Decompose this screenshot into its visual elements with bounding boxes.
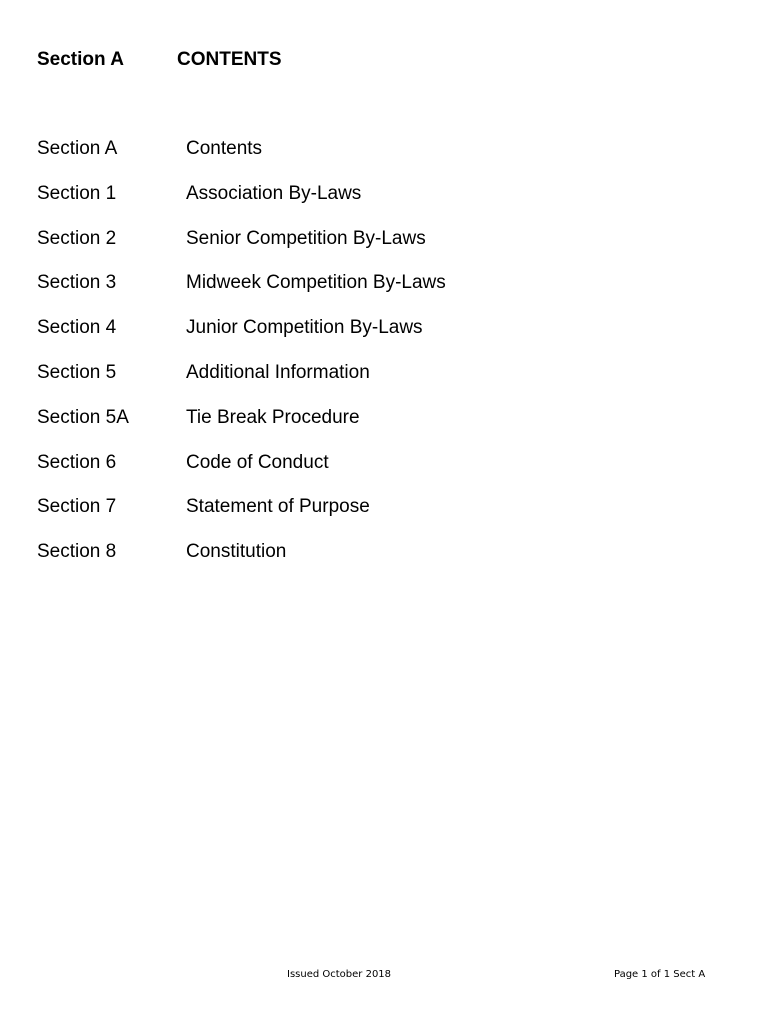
toc-section-number: Section 7 xyxy=(37,496,117,518)
toc-entry xyxy=(37,315,446,360)
toc-section-number: Section 4 xyxy=(37,317,117,339)
toc-section-number: Section 6 xyxy=(37,451,117,473)
table-of-contents xyxy=(37,136,446,584)
toc-section-title: Tie Break Procedure xyxy=(186,406,360,428)
toc-section-title: Association By-Laws xyxy=(186,182,362,204)
toc-section-title: Junior Competition By-Laws xyxy=(186,317,423,339)
footer-page-number: Page 1 of 1 Sect A xyxy=(614,969,706,980)
toc-entry xyxy=(37,360,446,405)
toc-entry xyxy=(37,494,446,539)
toc-section-title: Midweek Competition By-Laws xyxy=(186,272,446,294)
toc-section-title: Additional Information xyxy=(186,361,370,383)
toc-section-title: Contents xyxy=(186,138,263,159)
page-title: CONTENTS xyxy=(177,49,282,70)
toc-entry xyxy=(37,405,446,450)
toc-section-number: Section 3 xyxy=(37,272,117,294)
toc-section-title: Senior Competition By-Laws xyxy=(186,227,426,249)
page-header xyxy=(37,47,282,73)
footer-issued-date: Issued October 2018 xyxy=(287,969,392,980)
toc-section-number: Section 2 xyxy=(37,227,117,249)
toc-section-number: Section 1 xyxy=(37,182,117,204)
toc-entry xyxy=(37,181,446,226)
toc-entry xyxy=(37,226,446,271)
toc-entry xyxy=(37,270,446,315)
toc-section-number: Section 5 xyxy=(37,361,117,383)
header-section-label: Section A xyxy=(37,49,124,70)
toc-section-title: Statement of Purpose xyxy=(186,496,370,518)
toc-section-title: Constitution xyxy=(186,541,287,563)
toc-section-number: Section 5A xyxy=(37,406,129,428)
toc-section-number: Section 8 xyxy=(37,541,117,563)
toc-section-title: Code of Conduct xyxy=(186,451,329,473)
toc-entry xyxy=(37,450,446,495)
toc-entry xyxy=(37,539,446,584)
toc-section-number: Section A xyxy=(37,138,118,159)
toc-entry xyxy=(37,136,446,181)
